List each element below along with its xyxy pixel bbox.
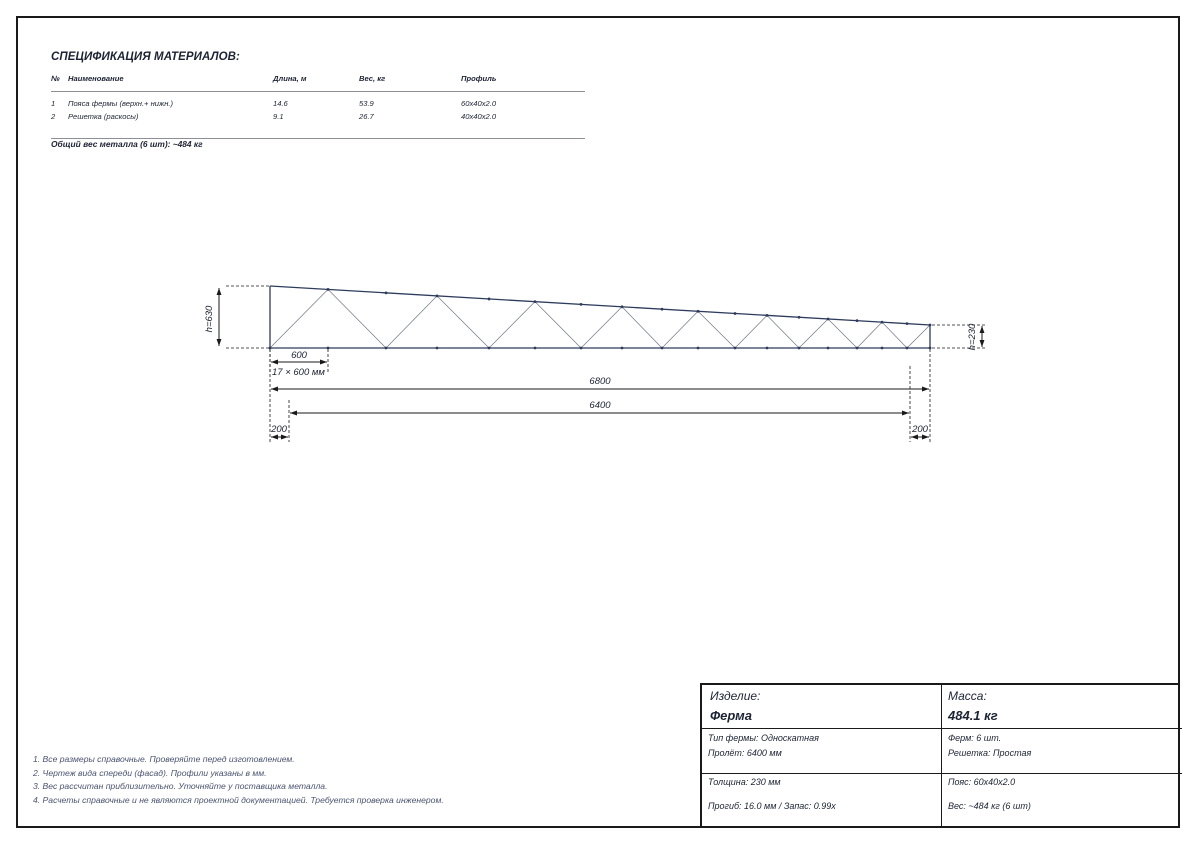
top-chord-node — [766, 314, 769, 317]
top-chord — [270, 286, 930, 325]
bottom-chord-node — [621, 347, 624, 350]
height-left-label: h=630 — [204, 305, 215, 333]
span-label: 6400 — [589, 400, 611, 411]
top-chord-node — [929, 324, 932, 327]
top-chord-node — [827, 318, 830, 321]
row-no: 2 — [51, 112, 56, 121]
bottom-chord-node — [534, 347, 537, 350]
spec-header-no: № — [51, 74, 60, 83]
panel-count-note: 17 × 600 мм — [272, 367, 325, 378]
web-diagonal — [882, 322, 907, 348]
web-diagonal — [907, 325, 930, 348]
spec-header-name: Наименование — [68, 74, 124, 83]
bottom-chord-node — [436, 347, 439, 350]
web-diagonal — [857, 322, 882, 348]
web-diagonal — [735, 315, 767, 348]
web-diagonal — [535, 302, 581, 348]
spec-header-length: Длина, м — [273, 74, 307, 83]
row-name: Решетка (раскосы) — [68, 112, 139, 121]
note-3: 3. Вес рассчитан приблизительно. Уточняйте у поставщика металла. — [33, 781, 328, 792]
web-diagonal — [270, 289, 328, 348]
bottom-chord-node — [798, 347, 801, 350]
bottom-chord-node — [385, 347, 388, 350]
top-chord-node — [906, 322, 909, 325]
spec-header-weight: Вес, кг — [359, 74, 386, 83]
deflection-value: Прогиб: 16.0 мм / Запас: 0.99x — [708, 801, 836, 811]
top-chord-node — [798, 316, 801, 319]
lattice-type: Решетка: Простая — [948, 748, 1032, 758]
top-chord-node — [385, 291, 388, 294]
title-block-divider — [702, 773, 1182, 774]
bottom-chord-node — [929, 347, 932, 350]
row-name: Пояса фермы (верхн.+ нижн.) — [68, 99, 174, 108]
product-label: Изделие: — [710, 689, 761, 703]
top-chord-node — [488, 298, 491, 301]
row-length: 14.6 — [273, 99, 288, 108]
row-weight: 53.9 — [359, 99, 374, 108]
offset-right-label: 200 — [912, 424, 928, 435]
top-chord-node — [436, 294, 439, 297]
web-diagonal — [662, 311, 698, 348]
top-chord-node — [881, 321, 884, 324]
height-right-label: h=230 — [967, 323, 978, 351]
bottom-chord-node — [881, 347, 884, 350]
panel-width-label: 600 — [291, 350, 307, 361]
dimension-height-left — [219, 286, 270, 348]
top-chord-node — [580, 303, 583, 306]
truss-type: Тип фермы: Односкатная — [708, 733, 819, 743]
truss-count: Ферм: 6 шт. — [948, 733, 1002, 743]
note-1: 1. Все размеры справочные. Проверяйте перед изготовлением. — [33, 754, 295, 764]
web-diagonal — [581, 307, 622, 348]
web-diagonal — [767, 315, 799, 348]
truss-chords — [270, 286, 930, 348]
row-no: 1 — [51, 99, 56, 108]
row-profile: 60х40х2.0 — [461, 99, 497, 108]
web-diagonal — [386, 296, 437, 348]
top-chord-node — [661, 308, 664, 311]
bottom-chord-node — [856, 347, 859, 350]
bottom-chord-node — [906, 347, 909, 350]
title-block-divider — [941, 685, 942, 828]
spec-title: СПЕЦИФИКАЦИЯ МАТЕРИАЛОВ: — [51, 51, 240, 63]
bottom-chord-node — [697, 347, 700, 350]
top-chord-node — [327, 288, 330, 291]
top-chord-node — [697, 310, 700, 313]
bottom-chord-node — [661, 347, 664, 350]
top-chord-node — [856, 319, 859, 322]
mass-label: Масса: — [948, 689, 987, 703]
dimension-height-right — [932, 323, 987, 351]
web-diagonal — [828, 319, 857, 348]
web-diagonal — [622, 307, 662, 348]
title-block — [700, 683, 1180, 828]
bottom-chord-node — [580, 347, 583, 350]
chord-profile-value: Пояс: 60х40х2.0 — [948, 777, 1016, 787]
note-2: 2. Чертеж вида спереди (фасад). Профили указаны в мм. — [33, 767, 267, 778]
thickness-value: Толщина: 230 мм — [708, 777, 781, 787]
row-weight: 26.7 — [359, 112, 374, 121]
spec-total-weight: Общий вес металла (6 шт): ~484 кг — [51, 139, 203, 149]
product-value: Ферма — [710, 708, 752, 723]
span-value: Пролёт: 6400 мм — [708, 748, 782, 758]
total-weight-value: Вес: ~484 кг (6 шт) — [948, 801, 1031, 811]
bottom-chord-node — [488, 347, 491, 350]
bottom-chord-node — [766, 347, 769, 350]
note-4: 4. Расчеты справочные и не являются проектной документацией. Требуется проверка инженером. — [33, 794, 444, 805]
drawing-notes — [33, 753, 444, 807]
top-chord-node — [621, 305, 624, 308]
offset-left-label: 200 — [271, 424, 287, 435]
top-chord-node — [734, 312, 737, 315]
dimension-overall — [270, 349, 930, 442]
overall-length-label: 6800 — [589, 376, 611, 387]
web-diagonal — [328, 289, 386, 348]
web-diagonal — [698, 311, 735, 348]
mass-value: 484.1 кг — [948, 708, 998, 723]
title-block-divider — [702, 728, 1182, 729]
web-diagonal — [489, 302, 535, 348]
bottom-chord-node — [327, 347, 330, 350]
bottom-chord-node — [734, 347, 737, 350]
top-chord-node — [534, 300, 537, 303]
web-diagonal — [799, 319, 828, 348]
row-profile: 40х40х2.0 — [461, 112, 497, 121]
web-diagonal — [437, 296, 489, 348]
row-length: 9.1 — [273, 112, 284, 121]
spec-header-profile: Профиль — [461, 74, 497, 83]
bottom-chord-node — [827, 347, 830, 350]
